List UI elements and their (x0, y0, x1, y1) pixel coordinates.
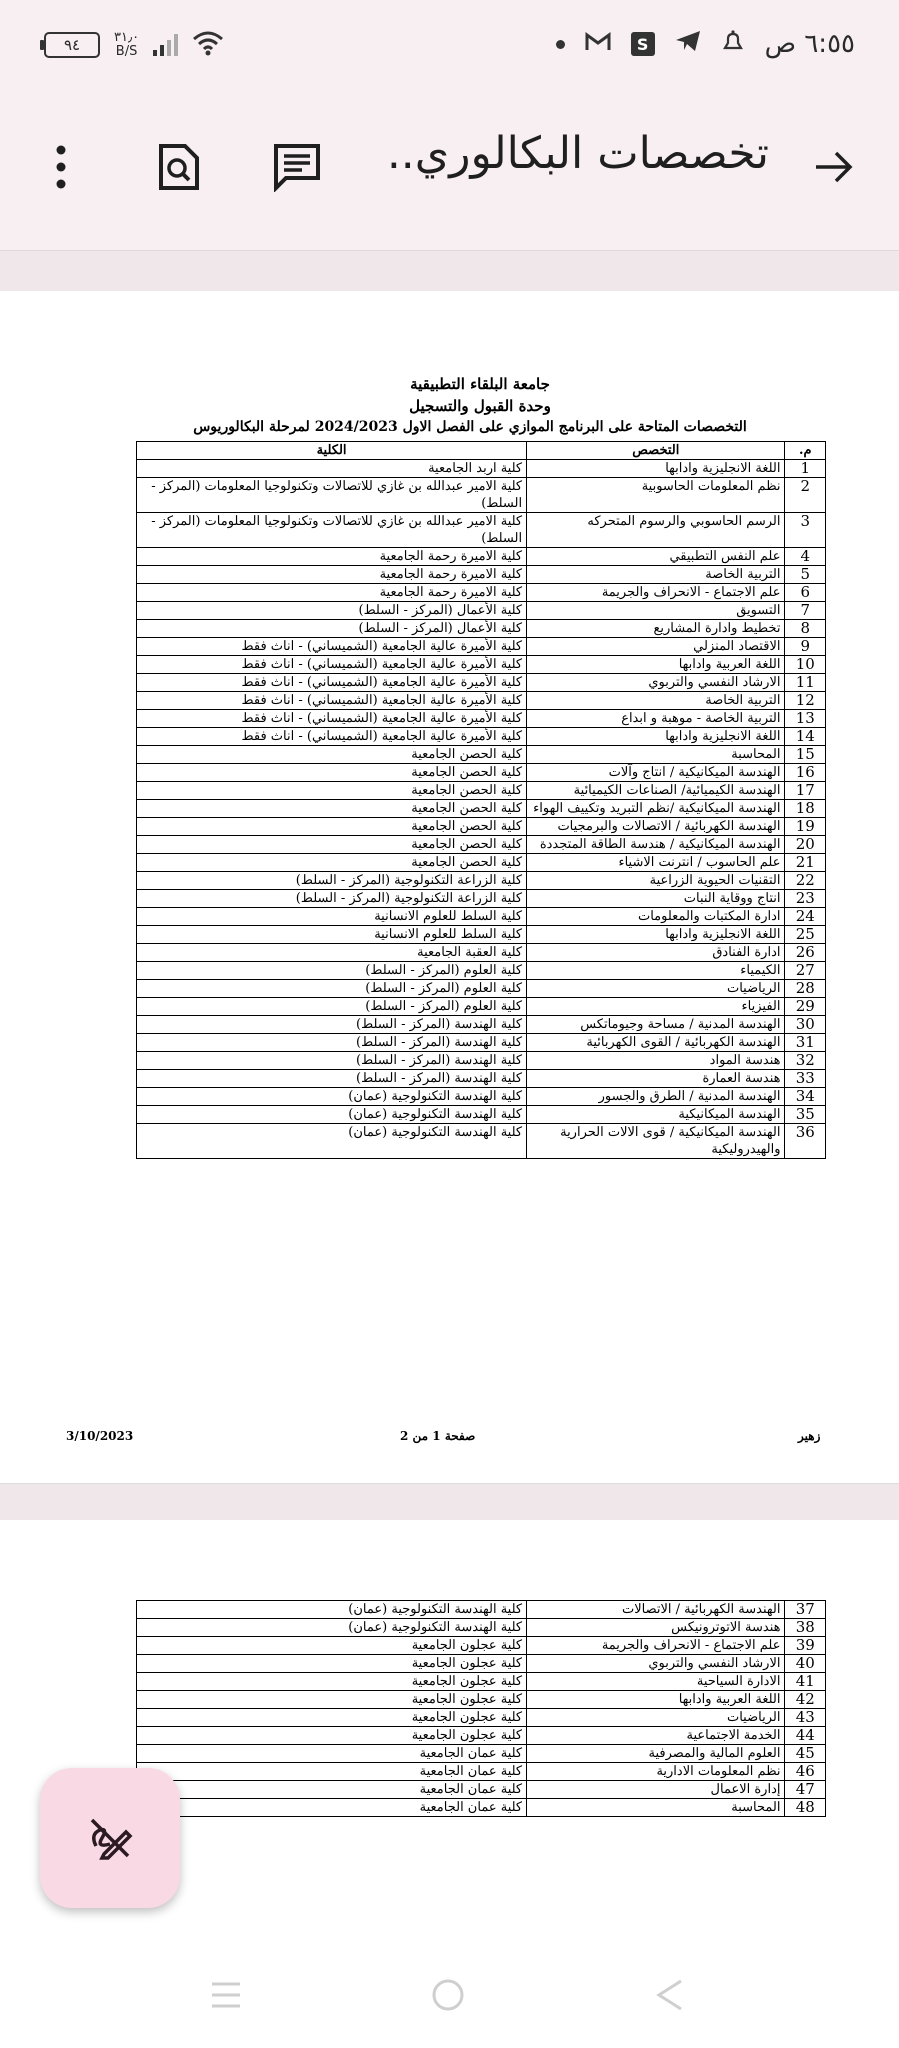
specializations-table (136, 441, 826, 1159)
row-number: 17 (785, 782, 826, 800)
row-number: 23 (785, 890, 826, 908)
row-number: 24 (785, 908, 826, 926)
row-college: كلية الهندسة التكنولوجية (عمان) (137, 1601, 527, 1619)
row-specialization: الهندسة الميكانيكية / انتاج وآلات (527, 764, 785, 782)
row-college: كلية الحصن الجامعية (137, 782, 527, 800)
row-specialization: اللغة الانجليزية وادابها (527, 460, 785, 478)
row-specialization: تخطيط وادارة المشاريع (527, 620, 785, 638)
row-specialization: العلوم المالية والمصرفية (527, 1745, 785, 1763)
row-college: كلية الأميرة عالية الجامعية (الشميساني) - اناث فقط (137, 692, 527, 710)
table-row (137, 890, 826, 908)
row-college: كلية عمان الجامعية (137, 1781, 527, 1799)
table-header-row (137, 442, 826, 460)
table-body-page-2 (137, 1601, 826, 1817)
row-college: كلية السلط للعلوم الانسانية (137, 926, 527, 944)
university-name: جامعة البلقاء التطبيقية (410, 375, 550, 393)
row-number: 36 (785, 1124, 826, 1159)
row-college: كلية الزراعة التكنولوجية (المركز - السلط) (137, 890, 527, 908)
row-college: كلية الحصن الجامعية (137, 854, 527, 872)
row-specialization: علم الاجتماع - الانحراف والجريمة (527, 1637, 785, 1655)
row-specialization: الهندسة الكيميائية/ الصناعات الكيميائية (527, 782, 785, 800)
row-college: كلية عجلون الجامعية (137, 1709, 527, 1727)
search-document-icon (157, 142, 201, 192)
row-college: كلية عمان الجامعية (137, 1763, 527, 1781)
row-specialization: نظم المعلومات الادارية (527, 1763, 785, 1781)
row-college: كلية الهندسة (المركز - السلط) (137, 1016, 527, 1034)
comment-icon (272, 142, 322, 192)
row-college: كلية الأعمال (المركز - السلط) (137, 602, 527, 620)
table-row (137, 1655, 826, 1673)
row-specialization: هندسة العمارة (527, 1070, 785, 1088)
row-specialization: علم النفس التطبيقي (527, 548, 785, 566)
row-college: كلية الأميرة عالية الجامعية (الشميساني) - اناث فقط (137, 656, 527, 674)
notification-dot-icon (556, 40, 565, 49)
row-college: كلية الأميرة عالية الجامعية (الشميساني) - اناث فقط (137, 638, 527, 656)
table-row (137, 1709, 826, 1727)
row-college: كلية العقبة الجامعية (137, 944, 527, 962)
row-number: 38 (785, 1619, 826, 1637)
row-specialization: اللغة الانجليزية وادابها (527, 926, 785, 944)
row-number: 32 (785, 1052, 826, 1070)
table-row (137, 1619, 826, 1637)
table-row (137, 1601, 826, 1619)
row-specialization: نظم المعلومات الحاسوبية (527, 478, 785, 513)
table-row (137, 460, 826, 478)
table-row (137, 782, 826, 800)
row-number: 25 (785, 926, 826, 944)
row-specialization: الهندسة المدنية / مساحة وجيوماتكس (527, 1016, 785, 1034)
row-specialization: الهندسة الميكانيكية / هندسة الطاقة المتجددة (527, 836, 785, 854)
table-row (137, 1106, 826, 1124)
row-number: 26 (785, 944, 826, 962)
row-specialization: التسويق (527, 602, 785, 620)
row-number: 13 (785, 710, 826, 728)
table-row (137, 980, 826, 998)
table-body-page-1 (137, 460, 826, 1159)
table-row (137, 962, 826, 980)
row-number: 21 (785, 854, 826, 872)
row-college: كلية الهندسة التكنولوجية (عمان) (137, 1124, 527, 1159)
row-number: 6 (785, 584, 826, 602)
row-college: كلية الزراعة التكنولوجية (المركز - السلط) (137, 872, 527, 890)
more-options-button[interactable] (26, 132, 96, 202)
comments-button[interactable] (262, 132, 332, 202)
row-number: 28 (785, 980, 826, 998)
row-number: 48 (785, 1799, 826, 1817)
row-number: 3 (785, 513, 826, 548)
table-row (137, 746, 826, 764)
document-title: تخصصات البكالوري.. (386, 128, 769, 179)
edit-off-icon (86, 1814, 134, 1862)
row-specialization: التربية الخاصة (527, 566, 785, 584)
row-specialization: الكيمياء (527, 962, 785, 980)
status-bar (0, 0, 899, 90)
row-college: كلية الأميرة عالية الجامعية (الشميساني) - اناث فقط (137, 674, 527, 692)
row-number: 5 (785, 566, 826, 584)
table-row (137, 1034, 826, 1052)
row-specialization: الرياضيات (527, 1709, 785, 1727)
table-row (137, 818, 826, 836)
row-number: 8 (785, 620, 826, 638)
row-specialization: هندسة المواد (527, 1052, 785, 1070)
row-college: كلية الهندسة (المركز - السلط) (137, 1034, 527, 1052)
table-row (137, 1691, 826, 1709)
row-number: 35 (785, 1106, 826, 1124)
gmail-icon (585, 30, 611, 58)
recent-apps-icon (209, 1980, 243, 2010)
battery-icon (44, 32, 100, 58)
specializations-table-continued (136, 1600, 826, 1817)
row-college: كلية الحصن الجامعية (137, 800, 527, 818)
row-number: 11 (785, 674, 826, 692)
row-specialization: الفيزياء (527, 998, 785, 1016)
row-college: كلية العلوم (المركز - السلط) (137, 962, 527, 980)
row-specialization: الارشاد النفسي والتربوي (527, 674, 785, 692)
row-number: 37 (785, 1601, 826, 1619)
row-specialization: الهندسة الميكانيكية /نظم التبريد وتكييف الهواء (527, 800, 785, 818)
footer-page-number: صفحة 1 من 2 (400, 1429, 476, 1443)
table-row (137, 638, 826, 656)
row-specialization: الرسم الحاسوبي والرسوم المتحركه (527, 513, 785, 548)
row-number: 31 (785, 1034, 826, 1052)
table-row (137, 1088, 826, 1106)
page-gap (0, 251, 899, 291)
table-row (137, 1781, 826, 1799)
clock: ٦:٥٥ ص (764, 29, 855, 59)
row-college: كلية الامير عبدالله بن غازي للاتصالات وتكنولوجيا المعلومات (المركز - السلط) (137, 513, 527, 548)
row-number: 39 (785, 1637, 826, 1655)
footer-date: 3/10/2023 (66, 1429, 134, 1443)
row-specialization: انتاج ووقاية النبات (527, 890, 785, 908)
table-row (137, 602, 826, 620)
unit-name: وحدة القبول والتسجيل (409, 397, 551, 415)
document-page-1[interactable] (0, 291, 899, 1483)
row-specialization: الهندسة الميكانيكية / قوى الالات الحرارية والهيدروليكية (527, 1124, 785, 1159)
row-number: 15 (785, 746, 826, 764)
table-row (137, 1763, 826, 1781)
row-number: 47 (785, 1781, 826, 1799)
table-row (137, 548, 826, 566)
row-number: 12 (785, 692, 826, 710)
table-row (137, 764, 826, 782)
table-row (137, 926, 826, 944)
row-college: كلية العلوم (المركز - السلط) (137, 980, 527, 998)
document-heading: التخصصات المتاحة على البرنامج الموازي على الفصل الاول 2024/2023 لمرحلة البكالوريوس (193, 419, 747, 435)
column-header-college: الكلية (137, 442, 527, 460)
row-number: 4 (785, 548, 826, 566)
row-number: 30 (785, 1016, 826, 1034)
row-number: 9 (785, 638, 826, 656)
row-college: كلية الحصن الجامعية (137, 836, 527, 854)
table-row (137, 1124, 826, 1159)
row-number: 44 (785, 1727, 826, 1745)
row-specialization: اللغة الانجليزية وادابها (527, 728, 785, 746)
row-college: كلية الهندسة التكنولوجية (عمان) (137, 1106, 527, 1124)
edit-button[interactable] (40, 1768, 180, 1908)
row-college: كلية عجلون الجامعية (137, 1655, 527, 1673)
table-row (137, 584, 826, 602)
row-college: كلية الامير عبدالله بن غازي للاتصالات وتكنولوجيا المعلومات (المركز - السلط) (137, 478, 527, 513)
table-row (137, 620, 826, 638)
row-number: 27 (785, 962, 826, 980)
network-speed-unit: B/S (115, 44, 138, 59)
row-specialization: اللغة العربية وادابها (527, 656, 785, 674)
table-row (137, 1070, 826, 1088)
table-row (137, 566, 826, 584)
row-college: كلية الحصن الجامعية (137, 764, 527, 782)
app-toolbar (0, 90, 899, 251)
table-row (137, 710, 826, 728)
table-row (137, 478, 826, 513)
row-specialization: إدارة الاعمال (527, 1781, 785, 1799)
row-specialization: ادارة الفنادق (527, 944, 785, 962)
table-row (137, 998, 826, 1016)
row-specialization: الهندسة المدنية / الطرق والجسور (527, 1088, 785, 1106)
row-specialization: التربية الخاصة (527, 692, 785, 710)
more-vert-icon (55, 145, 67, 189)
row-college: كلية عجلون الجامعية (137, 1727, 527, 1745)
row-specialization: التقنيات الحيوية الزراعية (527, 872, 785, 890)
row-specialization: هندسة الاتوترونيكس (527, 1619, 785, 1637)
row-number: 40 (785, 1655, 826, 1673)
row-college: كلية عجلون الجامعية (137, 1673, 527, 1691)
row-number: 33 (785, 1070, 826, 1088)
column-header-num: م. (785, 442, 826, 460)
wifi-icon (192, 30, 224, 61)
row-college: كلية الأعمال (المركز - السلط) (137, 620, 527, 638)
table-row (137, 836, 826, 854)
telegram-icon (675, 30, 701, 58)
row-college: كلية السلط للعلوم الانسانية (137, 908, 527, 926)
alarm-icon (721, 29, 745, 59)
row-college: كلية الاميرة رحمة الجامعية (137, 566, 527, 584)
row-college: كلية عجلون الجامعية (137, 1637, 527, 1655)
row-specialization: الاقتصاد المنزلي (527, 638, 785, 656)
row-specialization: الهندسة الكهربائية / القوى الكهربائية (527, 1034, 785, 1052)
row-college: كلية الحصن الجامعية (137, 746, 527, 764)
row-number: 29 (785, 998, 826, 1016)
row-number: 42 (785, 1691, 826, 1709)
app-s-icon: S (631, 32, 655, 56)
row-specialization: علم الحاسوب / انترنت الاشياء (527, 854, 785, 872)
row-number: 43 (785, 1709, 826, 1727)
row-number: 19 (785, 818, 826, 836)
signal-icon (153, 34, 178, 56)
row-specialization: الادارة السياحية (527, 1673, 785, 1691)
table-row (137, 800, 826, 818)
row-college: كلية الهندسة التكنولوجية (عمان) (137, 1619, 527, 1637)
row-number: 7 (785, 602, 826, 620)
row-college: كلية الاميرة رحمة الجامعية (137, 584, 527, 602)
network-speed-value: ٣١٫٠ (114, 30, 140, 45)
row-specialization: علم الاجتماع - الانحراف والجريمة (527, 584, 785, 602)
row-number: 18 (785, 800, 826, 818)
row-college: كلية الأميرة عالية الجامعية (الشميساني) - اناث فقط (137, 710, 527, 728)
footer-author: زهير (798, 1429, 821, 1443)
row-college: كلية اربد الجامعية (137, 460, 527, 478)
row-college: كلية الهندسة التكنولوجية (عمان) (137, 1088, 527, 1106)
table-row (137, 944, 826, 962)
row-specialization: المحاسبة (527, 1799, 785, 1817)
row-specialization: التربية الخاصة - موهبة و ابداع (527, 710, 785, 728)
row-specialization: الهندسة الكهربائية / الاتصالات (527, 1601, 785, 1619)
row-number: 16 (785, 764, 826, 782)
row-college: كلية الأميرة عالية الجامعية (الشميساني) - اناث فقط (137, 728, 527, 746)
row-number: 2 (785, 478, 826, 513)
page-gap (0, 1483, 899, 1521)
row-number: 14 (785, 728, 826, 746)
table-row (137, 513, 826, 548)
row-college: كلية عمان الجامعية (137, 1799, 527, 1817)
recent-apps-button[interactable] (196, 1970, 256, 2020)
row-specialization: الرياضيات (527, 980, 785, 998)
row-college: كلية عجلون الجامعية (137, 1691, 527, 1709)
home-icon (431, 1978, 465, 2012)
table-row (137, 854, 826, 872)
table-row (137, 674, 826, 692)
system-navigation-bar (0, 1960, 899, 2030)
row-number: 34 (785, 1088, 826, 1106)
row-specialization: الهندسة الميكانيكية (527, 1106, 785, 1124)
table-row (137, 1673, 826, 1691)
system-back-button[interactable] (640, 1970, 700, 2020)
table-row (137, 656, 826, 674)
table-row (137, 1016, 826, 1034)
find-in-document-button[interactable] (144, 132, 214, 202)
row-number: 20 (785, 836, 826, 854)
chevron-back-icon (655, 1978, 685, 2012)
arrow-back-icon (814, 149, 854, 185)
table-row (137, 728, 826, 746)
table-row (137, 1052, 826, 1070)
row-number: 45 (785, 1745, 826, 1763)
battery-level: ٩٤ (63, 36, 81, 54)
table-row (137, 908, 826, 926)
row-college: كلية الحصن الجامعية (137, 818, 527, 836)
row-specialization: ادارة المكتبات والمعلومات (527, 908, 785, 926)
table-row (137, 1745, 826, 1763)
home-button[interactable] (418, 1970, 478, 2020)
row-college: كلية الهندسة (المركز - السلط) (137, 1052, 527, 1070)
table-row (137, 872, 826, 890)
table-row (137, 692, 826, 710)
network-speed (114, 31, 139, 59)
row-specialization: الخدمة الاجتماعية (527, 1727, 785, 1745)
table-row (137, 1637, 826, 1655)
row-number: 22 (785, 872, 826, 890)
row-specialization: اللغة العربية وادابها (527, 1691, 785, 1709)
row-number: 10 (785, 656, 826, 674)
row-college: كلية الاميرة رحمة الجامعية (137, 548, 527, 566)
row-college: كلية عمان الجامعية (137, 1745, 527, 1763)
row-specialization: الارشاد النفسي والتربوي (527, 1655, 785, 1673)
row-number: 46 (785, 1763, 826, 1781)
row-college: كلية الهندسة (المركز - السلط) (137, 1070, 527, 1088)
row-specialization: الهندسة الكهربائية / الاتصالات والبرمجيات (527, 818, 785, 836)
back-button[interactable] (799, 132, 869, 202)
row-specialization: المحاسبة (527, 746, 785, 764)
table-row (137, 1799, 826, 1817)
table-row (137, 1727, 826, 1745)
row-number: 1 (785, 460, 826, 478)
row-number: 41 (785, 1673, 826, 1691)
column-header-specialization: التخصص (527, 442, 785, 460)
row-college: كلية العلوم (المركز - السلط) (137, 998, 527, 1016)
